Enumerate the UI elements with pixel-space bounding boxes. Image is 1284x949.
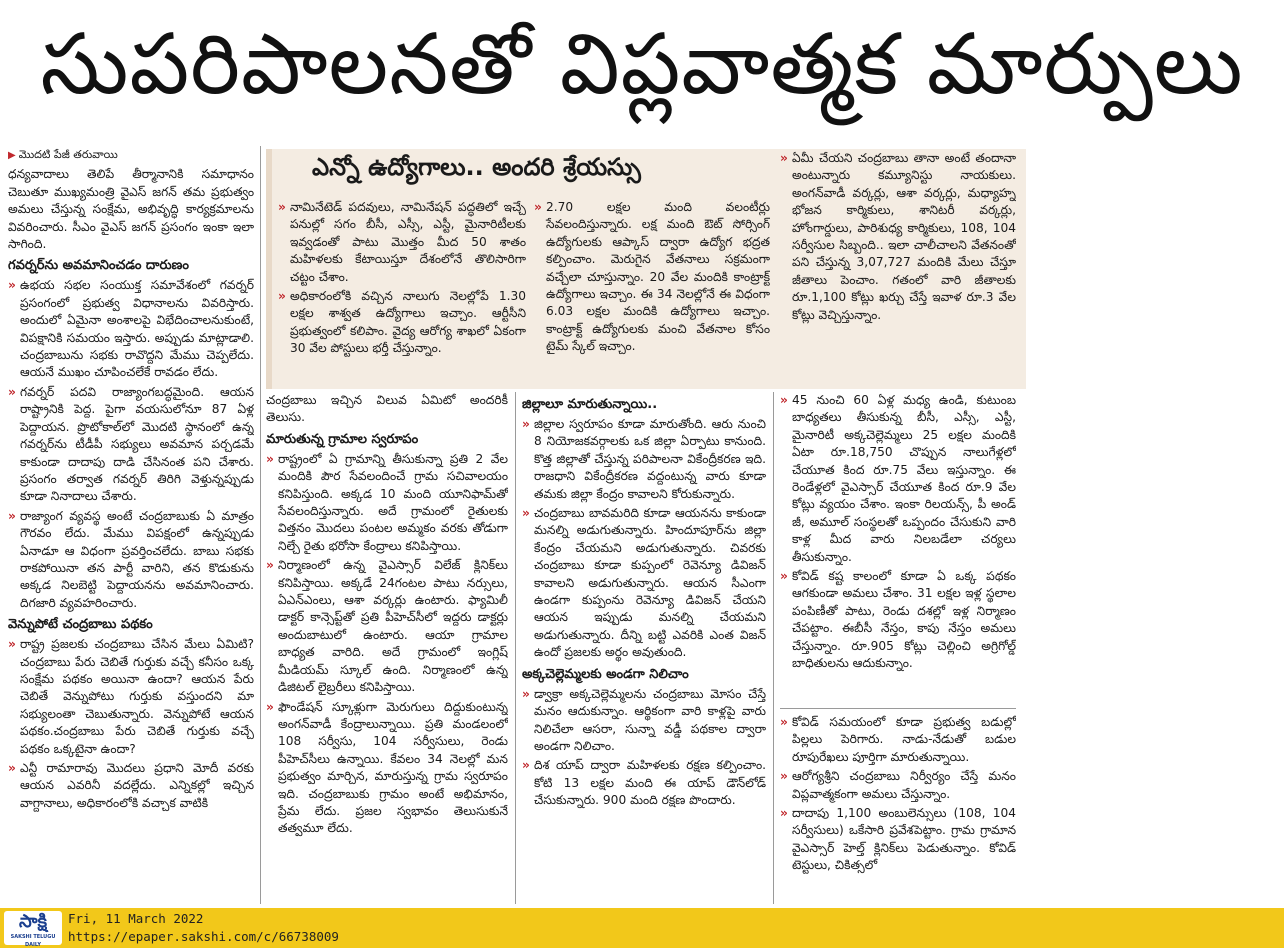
bullet-paragraph: » 2.70 లక్షల మంది వలంటీర్లు సేవలందిస్తున్నారు. లక్ష మంది ఔట్ సోర్సింగ్ ఉద్యోగులకు ఆప్కాస్ ద్వారా ఉద్యోగ భద్రత కల్పించాం. మెరుగైన వేతనాలు సక్రమంగా వచ్చేలా చూస్తున్నాం. 20 వేల మందికి కాంట్రాక్ట్ ఉద్యోగాలు ఇచ్చాం. ఈ 34 నెలల్లోనే ఈ విధంగా 6.03 లక్షల మందికి ఉద్యోగాలు ఇచ్చాం. కాంట్రాక్ట్ ఉద్యోగులకు మంచి వేతనాల కోసం టైమ్ స్కేల్ ఇచ్చాం. <box>534 199 770 356</box>
continued-label <box>8 146 254 164</box>
bullet-paragraph: » డ్వాక్రా అక్కచెల్లెమ్మలను చంద్రబాబు మోసం చేస్తే మనం ఆదుకున్నాం. ఆర్థికంగా వారి కాళ్లపై వారు నిలిచేలా ఆసరా, సున్నా వడ్డీ పథకాల ద్వారా అండగా నిలిచాం. <box>522 686 766 756</box>
bullet-paragraph: » నిర్మాణంలో ఉన్న వైఎస్సార్ విలేజ్ క్లినిక్‌లు కనిపిస్తాయి. అక్కడే 24గంటల పాటు నర్సులు, ఏఎన్‌ఎంలు, ఆశా వర్కర్లు ఉంటారు. ఫ్యామిలీ డాక్టర్ కాన్సెప్ట్‌తో ప్రతి పీహెచ్‌సీలో ఇద్దరు డాక్టర్లు అందుబాటులో ఉంటారు. ఆయా గ్రామాల బాధ్యత వారిది. అదే గ్రామంలో ఇంగ్లిష్ మీడియమ్ స్కూల్ ఉంది. నిర్మాణంలో ఉన్న డిజిటల్ లైబ్రరీలు కనిపిస్తాయి. <box>266 557 508 696</box>
subheading-women: అక్కచెల్లెమ్మలకు అండగా నిలిచాం <box>522 666 689 682</box>
bullet-paragraph: » రాజ్యాంగ వ్యవస్థ అంటే చంద్రబాబుకు ఏ మాత్రం గౌరవం లేదు. మేము విపక్షంలో ఉన్నప్పుడు ఏనాడూ ఆ విధంగా ప్రవర్తించలేదు. బాబు సభకు రాకపోయినా తన పార్టీ వారిని, తన కొడుకును అక్కడ నిలబెట్టి పెద్దాయనను అవమానించారు. దిగజారి వ్యవహరించారు. <box>8 508 254 612</box>
box-title: ఎన్నో ఉద్యోగాలు.. అందరి శ్రేయస్సు <box>312 153 641 181</box>
intro-paragraph: ధన్యవాదాలు తెలిపే తీర్మానానికి సమాధానం చెబుతూ ముఖ్యమంత్రి వైఎస్ జగన్ తమ ప్రభుత్వం అమలు చేస్తున్న సంక్షేమ, అభివృద్ధి కార్యక్రమాలను వివరించారు. సీఎం వైఎస్ జగన్ ప్రసంగం ఇంకా ఇలా సాగింది. <box>8 167 254 252</box>
subheading-governor: గవర్నర్‌ను అవమానించడం దారుణం <box>8 258 189 274</box>
column-divider <box>260 146 261 904</box>
bullet-paragraph: » జిల్లాల స్వరూపం కూడా మారుతోంది. ఆరు నుంచి 8 నియోజకవర్గాలకు ఒక జిల్లా ఏర్పాటు కానుంది. కొత్త జిల్లాతో చేస్తున్న పరిపాలనా వికేంద్రీకరణ ఇది. రాజధాని వికేంద్రీకరణ వద్దంటున్న వారు కూడా తమకు జిల్లా కేంద్రం కావాలని కోరుకున్నారు. <box>522 416 766 503</box>
bullet-paragraph: » రాష్ట్ర ప్రజలకు చంద్రబాబు చేసిన మేలు ఏమిటి? చంద్రబాబు పేరు చెబితే గుర్తుకు వచ్చే కనీసం ఒక్క సంక్షేమ పథకం అయినా ఉందా? ఆయన పేరు చెబితే వెన్నుపోటు గుర్తుకు వస్తుందని మా సభ్యులంతా చెబుతున్నారు. వెన్నుపోటే ఆయన పథకం.చంద్రబాబు పేరు చెబితే గుర్తుకు వచ్చే పథకం ఒక్కటైనా ఉందా? <box>8 636 254 758</box>
column-1 <box>8 146 254 904</box>
subheading-backstab: వెన్నుపోటే చంద్రబాబు పథకం <box>8 617 153 633</box>
bullet-paragraph: » దాదాపు 1,100 అంబులెన్సులు (108, 104 సర్వీసులు) ఒకేసారి ప్రవేశపెట్టాం. గ్రామ గ్రామాన వైఎస్సార్ హెల్త్ క్లినిక్‌లు పెడుతున్నాం. కోవిడ్ టెస్టులు, చికిత్సలో <box>780 805 1016 875</box>
lead-paragraph: చంద్రబాబు ఇచ్చిన విలువ ఏమిటో అందరికీ తెలుసు. <box>266 393 508 425</box>
box-column-1 <box>278 199 526 387</box>
bullet-paragraph: » నామినేటెడ్ పదవులు, నామినేషన్ పద్ధతిలో ఇచ్చే పనుల్లో సగం బీసీ, ఎస్సీ, ఎస్టీ, మైనారిటీలకు ఇవ్వడంతో పాటు మొత్తం మీద 50 శాతం మహిళలకు కేటాయిస్తూ దేశంలోనే తొలిసారిగా చట్టం చేశాం. <box>278 199 526 286</box>
continued-label-text: మొదటి పేజీ తరువాయి <box>18 148 118 161</box>
column-divider <box>773 392 774 904</box>
bullet-paragraph: » ఏమీ చేయని చంద్రబాబు తానా అంటే తందానా అంటున్నారు కమ్యూనిస్టు నాయకులు. అంగన్‌వాడీ వర్కర్లు, ఆశా వర్కర్లు, మధ్యాహ్న భోజన కార్మికులు, శానిటరీ వర్కర్లు, హోంగార్డులు, పారిశుధ్య కార్మికులు, 108, 104 సర్వీసుల సిబ్బంది.. ఇలా చాలీచాలని వేతనంతో పని చేస్తున్న 3,07,727 మందికి మేలు చేస్తూ జీతాలు పెంచాం. గతంలో వారి జీతాలకు రూ.1,100 కోట్లు ఖర్చు చేస్తే ఇవాళ రూ.3 వేల కోట్లు వెచ్చిస్తున్నాం. <box>780 150 1016 324</box>
logo-text: సాక్షి <box>19 911 47 932</box>
sakshi-logo[interactable] <box>4 911 62 948</box>
bullet-paragraph: » చంద్రబాబు బావమరిది కూడా ఆయనను కాకుండా మనల్ని అడుగుతున్నారు. హిందూపూర్‌ను జిల్లా కేంద్రం చేయమని అడుగుతున్నారు. చివరకు చంద్రబాబు కూడా కుప్పంలో రెవెన్యూ డివిజన్ కావాలని అడుగుతున్నారు. ఆయన సీఎంగా ఉండగా కుప్పంను రెవెన్యూ డివిజన్ చేయని ఆయన ఇప్పుడు మనల్ని చేయమని అడుగుతున్నారు. దీన్ని బట్టి ఎవరికి ఎంత విజన్ ఉందో ప్రజలకు అర్థం అవుతుంది. <box>522 505 766 662</box>
headline: సుపరిపాలనతో విప్లవాత్మక మార్పులు <box>40 15 1244 113</box>
column-3 <box>522 392 766 904</box>
bullet-paragraph: » దిశ యాప్ ద్వారా మహిళలకు రక్షణ కల్పించాం. కోటి 13 లక్షల మంది ఈ యాప్ డౌన్‌లోడ్ చేసుకున్నారు. 900 మంది రక్షణ పొందారు. <box>522 757 766 809</box>
column-4-bottom <box>780 714 1016 904</box>
bullet-paragraph: » అధికారంలోకి వచ్చిన నాలుగు నెలల్లోపే 1.30 లక్షల శాశ్వత ఉద్యోగాలు ఇచ్చాం. ఆర్టీసీని ప్రభుత్వంలో కలిపాం. వైద్య ఆరోగ్య శాఖలో ఏకంగా 30 వేల పోస్టులు భర్తీ చేస్తున్నాం. <box>278 288 526 358</box>
bullet-paragraph: » గవర్నర్ పదవి రాజ్యాంగబద్ధమైంది. ఆయన రాష్ట్రానికి పెద్ద. పైగా వయసులోనూ 87 ఏళ్ల పెద్దాయన. ప్రొటోకాల్‌లో మొదటి స్థానంలో ఉన్న గవర్నర్‌ను టీడీపీ సభ్యులు అవమాన పర్చడమే కాకుండా దాదాపు దాడి చేసినంత పని చేశారు. ప్రసంగం తర్వాత గవర్నర్ తిరిగి వెళ్తున్నప్పుడు కూడా నినాదాలు చేశారు. <box>8 384 254 506</box>
triangle-icon: ▶ <box>8 150 16 161</box>
bullet-paragraph: » రాష్ట్రంలో ఏ గ్రామాన్ని తీసుకున్నా ప్రతి 2 వేల మందికి పౌర సేవలందించే గ్రామ సచివాలయం కనిపిస్తుంది. అక్కడ 10 మంది యూనిఫామ్‌తో సేవలందిస్తున్నారు. అదే గ్రామంలో రైతులకు విత్తనం మొదలు పంటల అమ్మకం వరకు తోడుగా నిల్చే రైతు భరోసా కేంద్రాలు కనిపిస్తాయి. <box>266 451 508 555</box>
column-divider <box>515 392 516 904</box>
column-4 <box>780 392 1016 702</box>
column-2 <box>266 392 508 904</box>
bullet-paragraph: » ఎన్టీ రామారావు మొదలు ప్రధాని మోదీ వరకు ఆయన ఎవరినీ వదల్లేదు. ఎన్నికల్లో ఇచ్చిన వాగ్దానాలు, అధికారంలోకి వచ్చాక వాటికి <box>8 760 254 812</box>
bullet-paragraph: » ఉభయ సభల సంయుక్త సమావేశంలో గవర్నర్ ప్రసంగంలో ప్రభుత్వ విధానాలను వివరిస్తారు. అందులో ఏమైనా అంశాలపై విభేదించాలనుకుంటే, విపక్షానికి సమయం ఇస్తారు. అప్పుడు మాట్లాడాలి. చంద్రబాబును సభకు రావొద్దని మేము చెప్పలేదు. ఆయనే ముఖం చూపించలేకే రావడం లేదు. <box>8 277 254 381</box>
box-column-2 <box>534 199 770 387</box>
subheading-districts: జిల్లాలూ మారుతున్నాయి.. <box>522 397 658 412</box>
bullet-paragraph: » కోవిడ్ సమయంలో కూడా ప్రభుత్వ బడుల్లో పిల్లలు పెరిగారు. నాడు-నేడుతో బడుల రూపురేఖలు పూర్తిగా మారుతున్నాయి. <box>780 714 1016 766</box>
bullet-paragraph: » ఫౌండేషన్ స్కూళ్లుగా మెరుగులు దిద్దుకుంటున్న అంగన్‌వాడీ కేంద్రాలున్నాయి. ప్రతి మండలంలో 108 సర్వీసు, 104 సర్వీసులు, రెండు పీహెచ్‌సీలు ఉన్నాయి. కేవలం 34 నెలల్లో మన ప్రభుత్వం మార్చిన, మారుస్తున్న గ్రామ స్వరూపం ఇది. చంద్రబాబుకు గ్రామం అంటే అభిమానం, ప్రేమ లేదు. ప్రజల స్వభావం తెలుసుకునే తత్వమూ లేదు. <box>266 699 508 838</box>
epaper-link[interactable]: https://epaper.sakshi.com/c/66738009 <box>68 929 339 944</box>
footer-bar <box>0 908 1284 948</box>
section-divider <box>780 708 1016 709</box>
edition-date: Fri, 11 March 2022 <box>68 911 204 926</box>
bullet-paragraph: » కోవిడ్ కష్ట కాలంలో కూడా ఏ ఒక్క పథకం ఆగకుండా అమలు చేశాం. 31 లక్షల ఇళ్ల స్థలాల పంపిణీతో పాటు, రెండు దశల్లో ఇళ్ల నిర్మాణం చేపట్టాం. ఈబీసీ నేస్తం, కాపు నేస్తం అమలు చేస్తున్నాం. రూ.905 కోట్లు చెల్లించి అగ్రిగోల్డ్ బాధితులను ఆదుకున్నాం. <box>780 568 1016 672</box>
logo-subtitle: SAKSHI TELUGU DAILY <box>10 934 56 948</box>
bullet-paragraph: » ఆరోగ్యశ్రీని చంద్రబాబు నిర్వీర్యం చేస్తే మనం విప్లవాత్మకంగా అమలు చేస్తున్నాం. <box>780 768 1016 803</box>
subheading-villages: మారుతున్న గ్రామాల స్వరూపం <box>266 431 419 447</box>
column-4-top <box>780 150 1016 386</box>
bullet-paragraph: » 45 నుంచి 60 ఏళ్ల మధ్య ఉండి, కుటుంబ బాధ్యతలు తీసుకున్న బీసీ, ఎస్సీ, ఎస్టీ, మైనారిటీ అక్కచెల్లెమ్మలు 25 లక్షల మందికి ఏటా రూ.18,750 చొప్పున నాలుగేళ్లలో చేయూత కింద రూ.75 వేలు ఇస్తున్నాం. ఈ రెండేళ్లలో వైఎస్సార్ చేయూత కింద రూ.9 వేల కోట్లు వ్యయం చేశాం. ఇంకా రిలయన్స్, పీ అండ్ జీ, అమూల్ సంస్థలతో ఒప్పందం చేసుకుని వారి కాళ్ల మీద వారు నిలబడేలా చర్యలు తీసుకున్నాం. <box>780 392 1016 566</box>
